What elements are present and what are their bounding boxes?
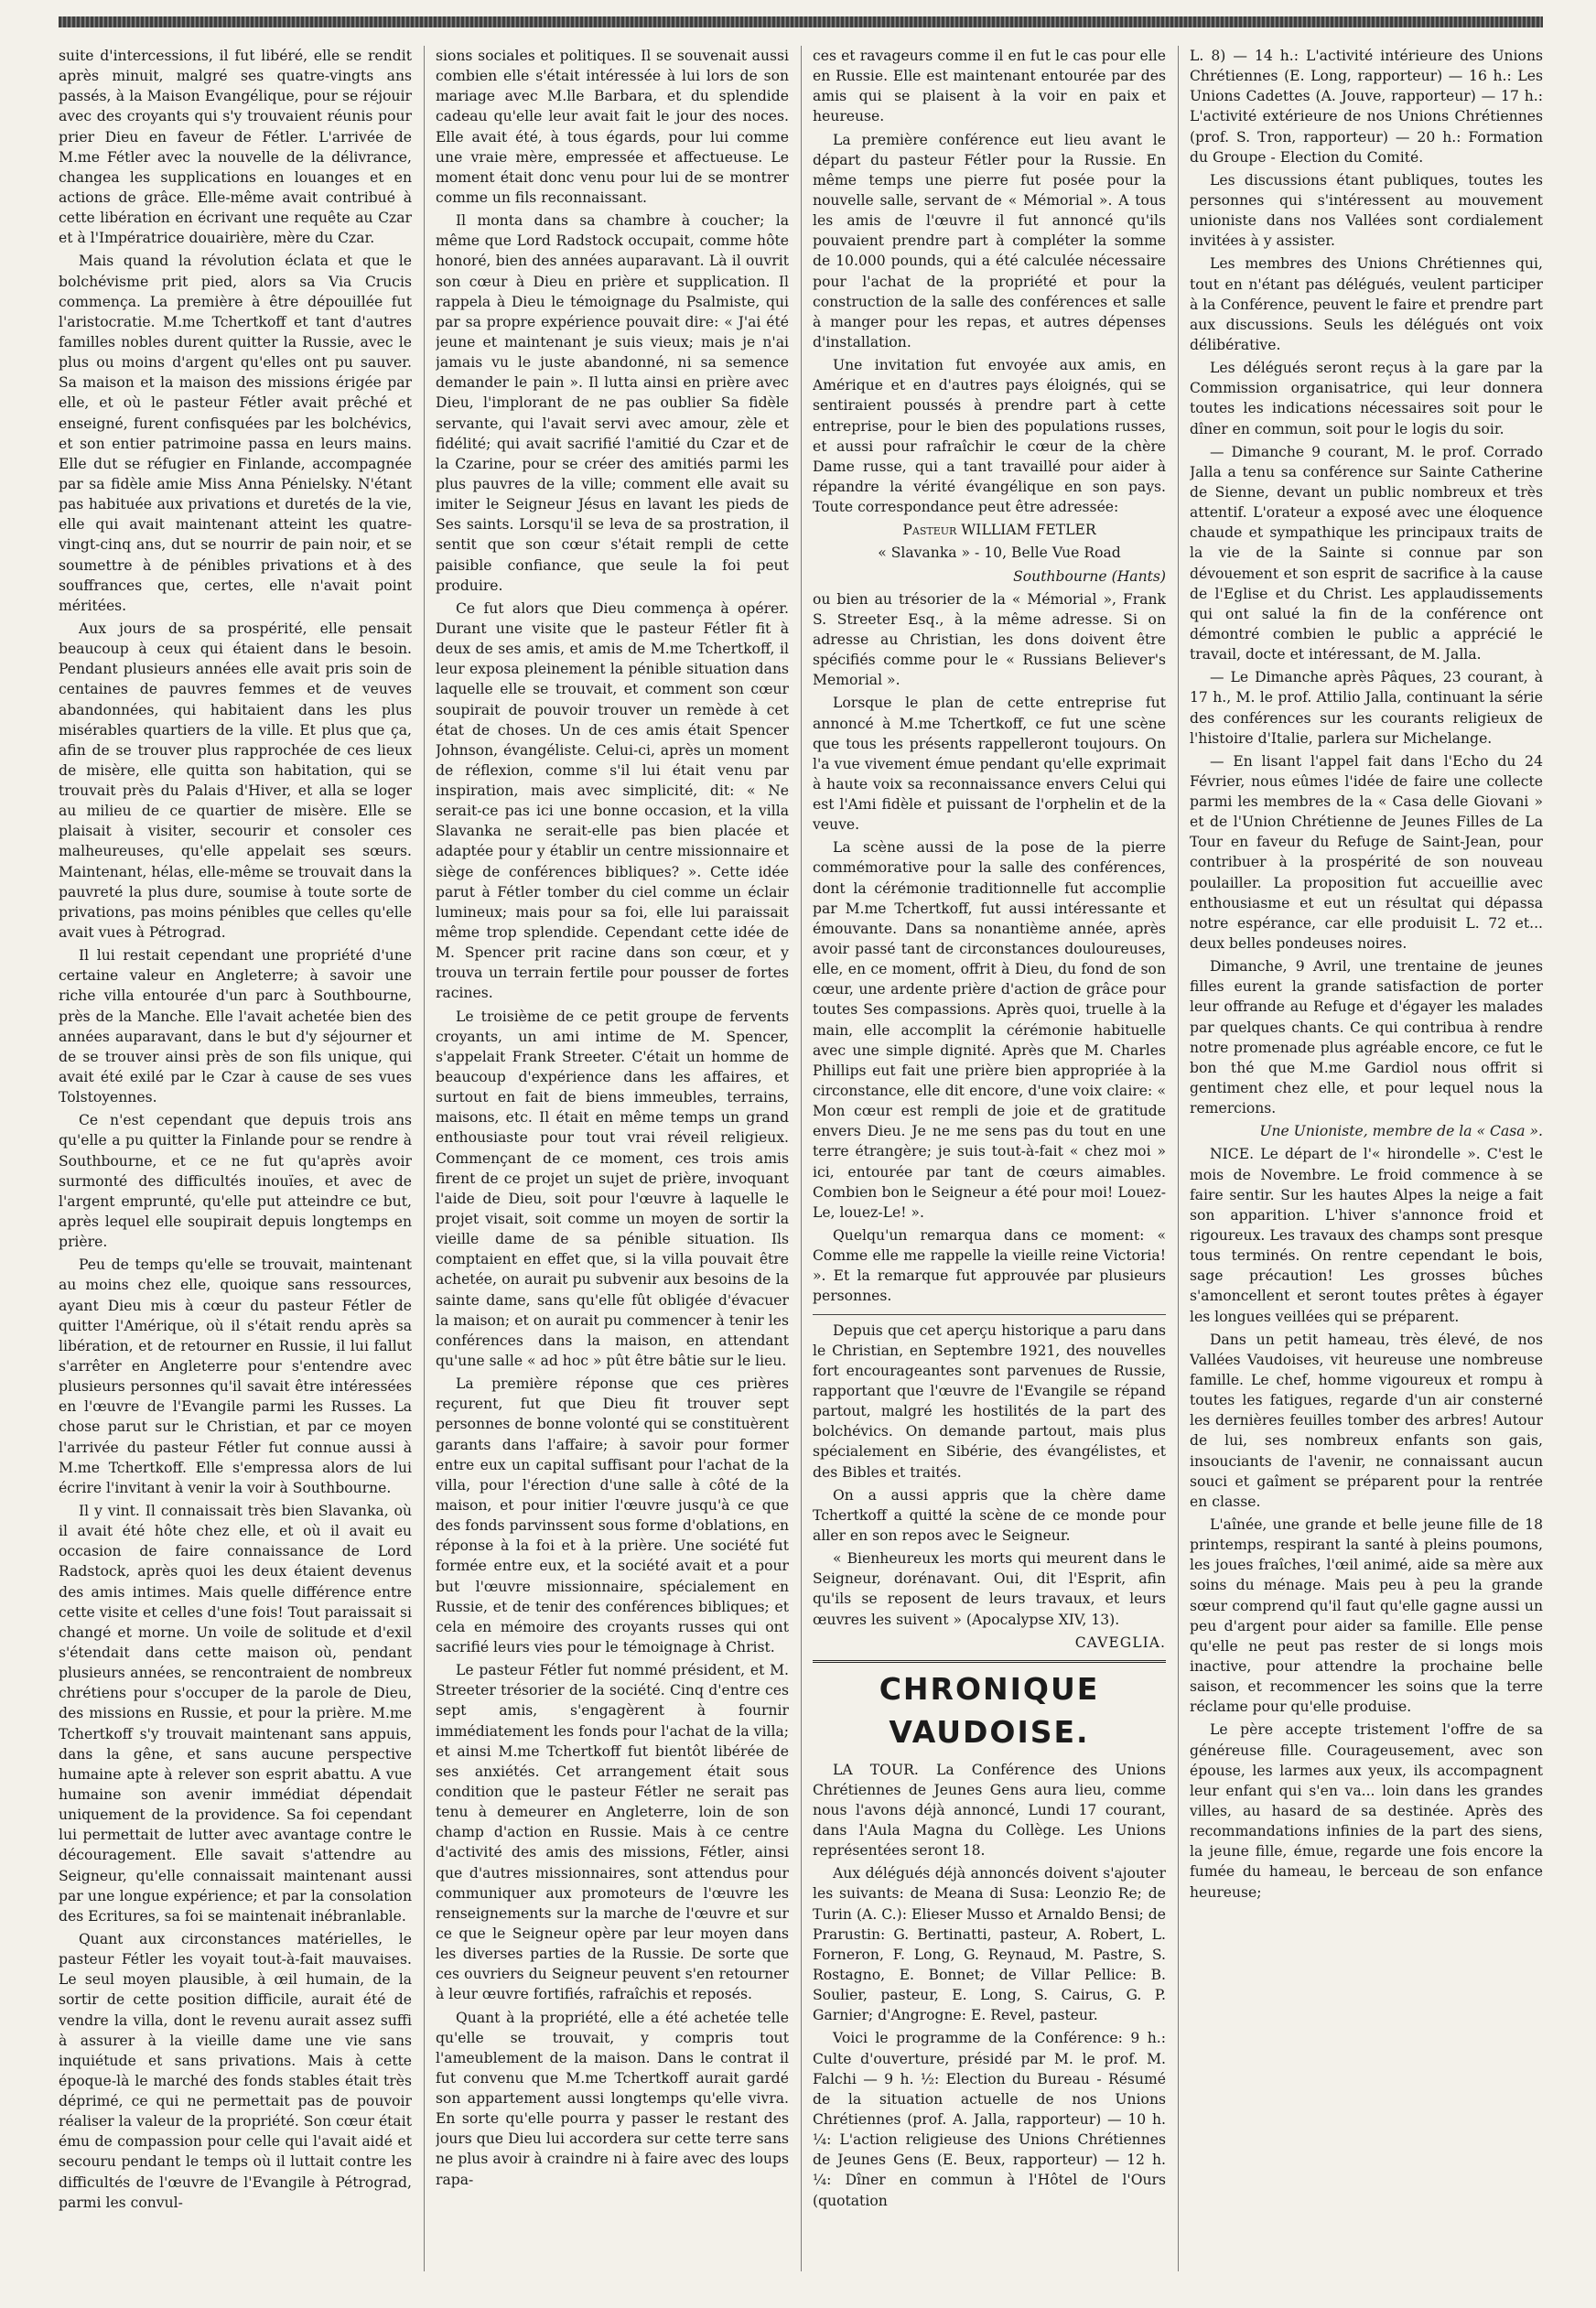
article-signature: CAVEGLIA. (1074, 1634, 1166, 1651)
columns (59, 46, 1543, 2271)
paragraph: — En lisant l'appel fait dans l'Echo du 24 Février, nous eûmes l'idée de faire une collecte parmi les membres de la « Casa delle Giovani » et de l'Union Chrétienne de Jeunes Filles de La Tour en faveur du Refuge de Saint-Jean, pour contribuer à la prospérité de son nouveau poulailler. La proposition fut accueillie avec enthousiasme et eut un résultat qui dépassa notre espérance, car elle produisit L. 72 et... deux belles pondeuses noires. (1190, 752, 1543, 953)
paragraph: Une invitation fut envoyée aux amis, en Amérique et en d'autres pays éloignés, qui se sentiraient poussés à prendre part à cette entreprise, pour le bien des populations russes, et aussi pour rafraîchir le cœur de la chère Dame russe, qui a tant travaillé pour aider à répandre la vérité évangélique en son pays. Toute correspondance peut être adressée: (813, 357, 1166, 516)
paragraph: Mais quand la révolution éclata et que le bolchévisme prit pied, alors sa Via Crucis commença. La première à être dépouillée fut l'aristocratie. M.me Tchertkoff et tant d'autres familles nobles durent quitter la Russie, avec le plus ou moins d'argent qu'elles ont pu sauver. Sa maison et la maison des missions érigée par elle, et où le pasteur Fétler avait prêché et enseigné, furent confisquées par les bolchévics, et son entier patrimoine passa en leurs mains. Elle dut se réfugier en Finlande, accompagnée par sa fidèle amie Miss Anna Pénielsky. N'étant pas habituée aux privations et duretés de la vie, elle qui avait maintenant atteint les quatre-vingt-cinq ans, dut se nourrir de pain noir, et se soumettre à de pénibles privations et à des souffrances que, certes, elle n'avait point méritées. (59, 253, 412, 614)
column-divider (424, 46, 425, 2271)
paragraph: La scène aussi de la pose de la pierre commémorative pour la salle des conférences, dont la cérémonie traditionnelle fut accomplie par M.me Tchertkoff, fut aussi intéressante et émouvante. Dans sa nonantième année, après avoir passé tant de circonstances douloureuses, elle, en ce moment, offrit à Dieu, du fond de son cœur, une ardente prière d'action de grâce pour toutes Ses compassions. Après quoi, truelle à la main, elle accomplit la cérémonie habituelle avec une simple dignité. Après que M. Charles Phillips eut fait une prière bien appropriée à la circonstance, elle dit encore, d'une voix claire: « Mon cœur est rempli de joie et de gratitude envers Dieu. Je ne me sens pas du tout en une terre étrangère; je suis tout-à-fait « chez moi » ici, entourée par tant de cœurs aimables. Combien bon le Seigneur a été pour moi! Louez-Le, louez-Le! ». (813, 839, 1166, 1221)
paragraph: ces et ravageurs comme il en fut le cas pour elle en Russie. Elle est maintenant entourée par des amis qui se plaisent à la voir en paix et heureuse. (813, 48, 1166, 125)
column-3 (813, 46, 1166, 2271)
address-line: Southbourne (Hants) (1013, 567, 1166, 585)
column-divider (1178, 46, 1179, 2271)
paragraph: Les délégués seront reçus à la gare par la Commission organisatrice, qui leur donnera toutes les indications nécessaires soit pour le dîner en commun, soit pour le logis du soir. (1190, 360, 1543, 437)
paragraph: Le père accepte tristement l'offre de sa généreuse fille. Courageusement, avec son épouse, les larmes aux yeux, ils accompagnent leur enfant qui s'en va... loin dans les grandes villes, au hasard de sa destinée. Après des recommandations infinies de la part des siens, la jeune fille, émue, regarde une fois encore la fumée du hameau, le berceau de son enfance heureuse; (1190, 1721, 1543, 1901)
paragraph: Quant à la propriété, elle a été achetée telle qu'elle se trouvait, y compris tout l'ameublement de la maison. Dans le contrat il fut convenu que M.me Tchertkoff aurait gardé son appartement aussi longtemps qu'elle vivra. En sorte qu'elle pourra y passer le restant des jours que Dieu lui accordera sur cette terre sans ne plus avoir à craindre ni à faire avec des loups rapa- (436, 2009, 789, 2188)
paragraph: La première conférence eut lieu avant le départ du pasteur Fétler pour la Russie. En même temps une pierre fut posée pour la nouvelle salle, servant de « Mémorial ». A tous les amis de l'œuvre il fut annoncé qu'ils pouvaient prendre part à compléter la somme de 10.000 pounds, qui a été calculée nécessaire pour l'achat de la propriété et pour la construction de la salle des conférences et salle à manger pour les repas, et autres dépenses d'installation. (813, 131, 1166, 351)
paragraph: Le pasteur Fétler fut nommé président, et M. Streeter trésorier de la société. Cinq d'entre ces sept amis, s'engagèrent à fournir immédiatement les fonds pour l'achat de la villa; et ainsi M.me Tchertkoff fut bientôt libérée de ses anxiétés. Cet arrangement était sous condition que le pasteur Fétler ne serait pas tenu à demeurer en Angleterre, loin de son champ d'action en Russie. Mais à ce centre d'activité des amis des missions, Fétler, ainsi que d'autres missionnaires, sont attendus pour communiquer aux promoteurs de l'œuvre les renseignements sur la marche de l'œuvre et sur ce que le Seigneur opère par leur moyen dans les diverses parties de la Russie. De sorte que ces ouvriers du Seigneur peuvent s'en retourner à leur œuvre fortifiés, rafraîchis et reposés. (436, 1662, 789, 2003)
paragraph: Aux délégués déjà annoncés doivent s'ajouter les suivants: de Meana di Susa: Leonzio Re; de Turin (A. C.): Elieser Musso et Arnaldo Bensi; de Prarustin: G. Bertinatti, pasteur, A. Robert, L. Forneron, F. Long, G. Reynaud, M. Pastre, S. Rostagno, E. Bonnet; de Villar Pellice: B. Soulier, pasteur, E. Long, S. Cairus, G. P. Garnier; d'Angrogne: E. Revel, pasteur. (813, 1865, 1166, 2024)
paragraph: Aux jours de sa prospérité, elle pensait beaucoup à ceux qui étaient dans le besoin. Pendant plusieurs années elle avait pris soin de centaines de pauvres femmes et de veuves abandonnées, qui habitaient dans les plus misérables quartiers de la ville. Et plus que ça, afin de se trouver plus rapprochée de ces lieux de misère, elle quitta son habitation, qui se trouvait près du Palais d'Hiver, et alla se loger au milieu de ce quartier de misère. Elle se plaisait à visiter, secourir et consoler ces malheureuses, qu'elle appelait ses sœurs. Maintenant, hélas, elle-même se trouvait dans la pauvreté la plus dure, soumise à toute sorte de privations, pas moins pénibles que celles qu'elle avait vues à Pétrograd. (59, 620, 412, 942)
paragraph: — Le Dimanche après Pâques, 23 courant, à 17 h., M. le prof. Attilio Jalla, continuant la série des conférences sur les courants religieux de l'histoire d'Italie, parlera sur Michelange. (1190, 669, 1543, 747)
paragraph: Le troisième de ce petit groupe de fervents croyants, un ami intime de M. Spencer, s'appelait Frank Streeter. C'était un homme de beaucoup d'expérience dans les affaires, et surtout en fait de biens immeubles, terrains, maisons, etc. Il était en même temps un grand enthousiaste pour tout vrai réveil religieux. Commençant de ce moment, ces trois amis firent de ce projet un sujet de prière, invoquant l'aide de Dieu, soit pour l'œuvre à laquelle le projet visait, soit comme un moyen de sortir la vieille dame de sa pénible situation. Ils comptaient en effet que, si la villa pouvait être achetée, on aurait pu subvenir aux besoins de la sainte dame, sans qu'elle fût obligée d'évacuer la maison; et on aurait pu commencer à tenir les conférences dans la maison, en attendant qu'une salle « ad hoc » pût être bâtie sur le lieu. (436, 1008, 789, 1369)
paragraph: Il lui restait cependant une propriété d'une certaine valeur en Angleterre; à savoir une riche villa entourée d'un parc à Southbourne, près de la Manche. Elle l'avait achetée bien des années auparavant, dans le but d'y séjourner et de se trouver ainsi près de son fils unique, qui avait été exilé par le Czar à cause de ses vues Tolstoyennes. (59, 947, 412, 1106)
address-block (813, 520, 1166, 586)
paragraph: Ce n'est cependant que depuis trois ans qu'elle a pu quitter la Finlande pour se rendre à Southbourne, et ce ne fut qu'après avoir surmonté des difficultés inouïes, et avec de l'argent emprunté, qu'elle put atteindre ce but, après lequel elle soupirait depuis longtemps en prière. (59, 1112, 412, 1251)
paragraph: Quelqu'un remarqua dans ce moment: « Comme elle me rappelle la vieille reine Victoria! ». Et la remarque fut approuvée par plusieurs personnes. (813, 1227, 1166, 1305)
paragraph: Lorsque le plan de cette entreprise fut annoncé à M.me Tchertkoff, ce fut une scène que tous les présents rappelleront toujours. On l'a vue vivement émue pendant qu'elle exprimait à haute voix sa reconnaissance envers Celui qui est l'Ami fidèle et puissant de l'orphelin et de la veuve. (813, 695, 1166, 834)
paragraph: Dans un petit hameau, très élevé, de nos Vallées Vaudoises, vit heureuse une nombreuse famille. Le chef, homme vigoureux et rompu à toutes les fatigues, regarde d'un air consterné les dernières feuilles tomber des arbres! Autour de lui, ses nombreux enfants son gais, insouciants de l'avenir, ne connaissant aucun souci et gaîment se préparent pour la rentrée en classe. (1190, 1331, 1543, 1510)
paragraph: Depuis que cet aperçu historique a paru dans le Christian, en Septembre 1921, des nouvelles fort encourageantes sont parvenues de Russie, rapportant que l'œuvre de l'Evangile se répand partout, malgré les hostilités de la part des bolchévics. On demande partout, mais plus spécialement en Sibérie, des évangélistes, et des Bibles et traités. (813, 1321, 1166, 1481)
top-border-rule (59, 16, 1543, 27)
paragraph: NICE. Le départ de l'« hirondelle ». C'est le mois de Novembre. Le froid commence à se faire sentir. Sur les hautes Alpes la neige a fait son apparition. L'hiver s'annonce froid et rigoureux. Les travaux des champs sont presque tous terminés. On rentre cependant le bois, sage précaution! Les grosses bûches s'amoncellent et seront toutes prêtes à égayer les longues veillées qui se préparent. (1190, 1146, 1543, 1325)
section-title: CHRONIQUE VAUDOISE. (813, 1660, 1166, 1754)
paragraph: Il y vint. Il connaissait très bien Slavanka, où il avait été hôte chez elle, et où il avait eu occasion de faire connaissance de Lord Radstock, après quoi les deux étaient devenus des amis intimes. Mais quelle différence entre cette visite et celles d'une fois! Tout paraissait si changé et morne. Un voile de solitude et d'exil s'étendait dans cette maison où, pendant plusieurs années, se rencontraient de nombreux chrétiens pour s'occuper de la parole de Dieu, des missions en Russie, et pour la prière. M.me Tchertkoff s'y trouvait maintenant sans appuis, dans la gêne, et sans aucune perspective humaine apte à relever son esprit abattu. A vue humaine son avenir immédiat dépendait uniquement de la providence. Sa foi cependant lui permettait de lutter avec avantage contre le découragement. Elle savait s'attendre au Seigneur, qu'elle connaissait maintenant aussi par une longue expérience; et par la consolation des Ecritures, sa foi se maintenait inébranlable. (59, 1502, 412, 1925)
paragraph: Voici le programme de la Conférence: 9 h.: Culte d'ouverture, présidé par M. le prof. M. Falchi — 9 h. ½: Election du Bureau - Résumé de la situation actuelle de nos Unions Chrétiennes (prof. A. Jalla, rapporteur) — 10 h. ¼: L'action religieuse des Unions Chrétiennes de Jeunes Gens (E. Beux, rapporteur) — 12 h. ¼: Dîner en commun à l'Hôtel de l'Ours (quotation (813, 2030, 1166, 2209)
column-divider (801, 46, 802, 2271)
address-line: « Slavanka » - 10, Belle Vue Road (878, 545, 1121, 562)
paragraph: Ce fut alors que Dieu commença à opérer. Durant une visite que le pasteur Fétler fit à deux de ses amis, et amis de M.me Tchertkoff, il leur exposa pleinement la pénible situation dans laquelle elle se trouvait, et comment son cœur soupirait de pouvoir trouver un remède à cet état de choses. Un de ces amis était Spencer Johnson, évangéliste. Celui-ci, après un moment de réflexion, comme s'il lui était venu par inspiration, mais avec simplicité, dit: « Ne serait-ce pas ici une bonne occasion, et la villa Slavanka ne serait-elle pas bien placée et adaptée pour y établir un centre missionnaire et siège de conférences bibliques? ». Cette idée parut à Fétler tomber du ciel comme un éclair lumineux; mais pour sa foi, elle lui paraissait même trop splendide. Cependant cette idée de M. Spencer prit racine dans son cœur, et y trouva un terrain fertile pour pousser de fortes racines. (436, 599, 789, 1002)
paragraph: On a aussi appris que la chère dame Tchertkoff a quitté la scène de ce monde pour aller en son repos avec le Seigneur. (813, 1486, 1166, 1544)
column-2 (436, 46, 789, 2271)
paragraph: suite d'intercessions, il fut libéré, elle se rendit après minuit, malgré ses quatre-vingts ans passés, à la Maison Evangélique, pour se réjouir avec des croyants qui s'y trouvaient réunis pour prier Dieu en faveur de Fétler. L'arrivée de M.me Fétler avec la nouvelle de la délivrance, changea les supplications en louanges et en actions de grâce. Elle-même avait contribué à cette libération en écrivant une requête au Czar et à l'Impératrice douairière, mère du Czar. (59, 48, 412, 247)
paragraph: La première réponse que ces prières reçurent, fut que Dieu fit trouver sept personnes de bonne volonté qui se constituèrent garants dans l'affaire; à savoir pour former entre eux un capital suffisant pour l'achat de la villa, pour l'érection d'une salle à côté de la maison, et pour initier l'œuvre jusqu'à ce que des fonds parvinssent sous forme d'oblations, en réponse à la foi et à la prière. Une société fut formée entre eux, et la société avait et a pour but l'œuvre missionnaire, spécialement en Russie, et de tenir des conférences bibliques; et cela en mémoire des croyants russes qui ont sacrifié leurs vies pour le témoignage à Christ. (436, 1375, 789, 1656)
paragraph: Dimanche, 9 Avril, une trentaine de jeunes filles eurent la grande satisfaction de porter leur offrande au Refuge et d'égayer les malades par quelques chants. Ce qui contribua à rendre notre promenade plus agréable encore, ce fut le bon thé que M.me Gardiol nous offrit si gentiment chez elle, et pour lequel nous la remercions. (1190, 958, 1543, 1117)
paragraph: Les membres des Unions Chrétiennes qui, tout en n'étant pas délégués, veulent participer à la Conférence, peuvent le faire et prendre part aux discussions. Seuls les délégués ont voix délibérative. (1190, 255, 1543, 353)
paragraph: ou bien au trésorier de la « Mémorial », Frank S. Streeter Esq., à la même adresse. Si on adresse au Christian, les dons doivent être spécifiés comme pour le « Russians Believer's Memorial ». (813, 590, 1166, 689)
paragraph: sions sociales et politiques. Il se souvenait aussi combien elle s'était intéressée à lui lors de son mariage avec M.lle Barbara, et du splendide cadeau qu'elle leur avait fait le jour des noces. Elle avait été, à tous égards, pour lui comme une vraie mère, empressée et affectueuse. Le moment était donc venu pour lui de se montrer comme un fils reconnaissant. (436, 48, 789, 206)
paragraph: « Bienheureux les morts qui meurent dans le Seigneur, dorénavant. Oui, dit l'Esprit, afin qu'ils se reposent de leurs travaux, et leurs œuvres les suivent » (Apocalypse XIV, 13). (813, 1550, 1166, 1628)
address-line: Pasteur WILLIAM FETLER (902, 522, 1096, 539)
separator-rule (813, 1314, 1166, 1315)
paragraph: L'aînée, une grande et belle jeune fille de 18 printemps, respirant la santé à pleins poumons, les joues fraîches, l'œil animé, aide sa mère aux soins du ménage. Mais peu à peu la grande sœur comprend qu'il faut qu'elle gagne aussi un peu d'argent pour aider sa famille. Elle pense qu'elle ne peut pas rester de si longs mois inactive, pour attendre la prochaine belle saison, et recommencer les soins que la terre réclame pour qu'elle produise. (1190, 1515, 1543, 1716)
paragraph: LA TOUR. La Conférence des Unions Chrétiennes de Jeunes Gens aura lieu, comme nous l'avons déjà annoncé, Lundi 17 courant, dans l'Aula Magna du Collège. Les Unions représentées seront 18. (813, 1761, 1166, 1860)
paragraph: L. 8) — 14 h.: L'activité intérieure des Unions Chrétiennes (E. Long, rapporteur) — 16 h.: Les Unions Cadettes (A. Jouve, rapporteur) — 17 h.: L'activité extérieure de nos Unions Chrétiennes (prof. S. Tron, rapporteur) — 20 h.: Formation du Groupe - Election du Comité. (1190, 48, 1543, 166)
paragraph: Peu de temps qu'elle se trouvait, maintenant au moins chez elle, quoique sans ressources, ayant Dieu mis à cœur du pasteur Fétler de quitter l'Amérique, où il s'était rendu après sa libération, et de retourner en Russie, il lui fallut s'arrêter en Angleterre pour s'entendre avec plusieurs personnes qu'il savait être intéressées en l'œuvre de l'Evangile parmi les Russes. La chose parut sur le Christian, et par ce moyen l'arrivée du pasteur Fétler fut connue aussi à M.me Tchertkoff. Elle s'empressa alors de lui écrire l'invitant à venir la voir à Southbourne. (59, 1256, 412, 1496)
paragraph: — Dimanche 9 courant, M. le prof. Corrado Jalla a tenu sa conférence sur Sainte Catherine de Sienne, devant un public nombreux et très attentif. L'orateur a exposé avec une éloquence chaude et sympathique les principaux traits de la vie de la Sainte si connue par son dévouement et son esprit de sacrifice à la cause de l'Eglise et du Christ. Les applaudissements qui ont salué la fin de la conférence ont démontré combien le public a apprécié le travail, docte et intéressant, de M. Jalla. (1190, 443, 1543, 663)
column-4 (1190, 46, 1543, 2271)
paragraph: Il monta dans sa chambre à coucher; la même que Lord Radstock occupait, comme hôte honoré, bien des années auparavant. Là il ouvrit son cœur à Dieu en prière et supplication. Il rappela à Dieu le témoignage du Psalmiste, qui par sa propre expérience pouvait dire: « J'ai été jeune et maintenant je suis vieux; mais je n'ai jamais vu le juste abandonné, ni sa semence demander le pain ». Il lutta ainsi en prière avec Dieu, l'implorant de ne pas oublier Sa fidèle servante, qui l'avait servi avec amour, zèle et fidélité; qui avait sacrifié l'amitié du Czar et de la Czarine, pour se créer des amitiés parmi les plus pauvres de la ville; comment elle avait su imiter le Seigneur Jésus en lavant les pieds de Ses saints. Lorsqu'il se leva de sa prostration, il sentit que son cœur s'était rempli de cette paisible confiance, que seule la foi peut produire. (436, 212, 789, 594)
paragraph: Les discussions étant publiques, toutes les personnes qui s'intéressent au mouvement unioniste dans nos Vallées sont cordialement invitées à y assister. (1190, 171, 1543, 250)
column-1 (59, 46, 412, 2271)
paragraph: Quant aux circonstances matérielles, le pasteur Fétler les voyait tout-à-fait mauvaises. Le seul moyen plausible, à œil humain, de la sortir de cette position difficile, aurait été de vendre la villa, dont le revenu aurait assez suffi à assurer à la vieille dame une vie sans inquiétude et sans privations. Mais à cette époque-là le marché des fonds stables était très déprimé, ce qui ne permettait pas de pouvoir réaliser la valeur de la propriété. Son cœur était ému de compassion pour celle qui l'avait aidé et secouru pendant le temps où il luttait contre les difficultés de l'œuvre de l'Evangile à Pétrograd, parmi les convul- (59, 1930, 412, 2211)
article-signature: Une Unioniste, membre de la « Casa ». (1259, 1123, 1543, 1140)
